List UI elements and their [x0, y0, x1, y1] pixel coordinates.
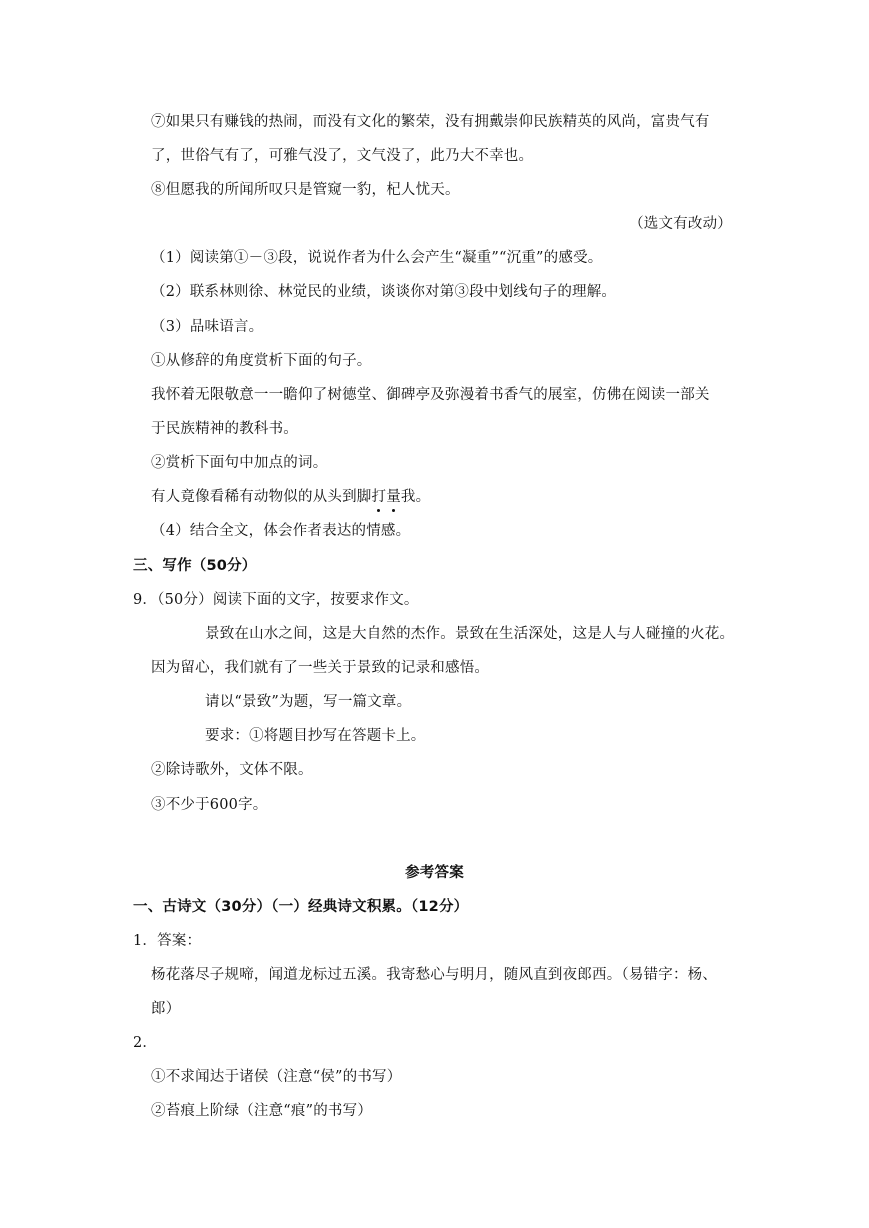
paragraph-8: ⑧但愿我的所闻所叹只是管窥一豹，杞人忧天。	[151, 182, 460, 198]
answers-title: 参考答案	[405, 865, 464, 881]
question-1: （1）阅读第①－③段，说说作者为什么会产生“凝重”“沉重”的感受。	[151, 250, 603, 266]
paragraph-7-line-2: 了，世俗气有了，可雅气没了，文气没了，此乃大不幸也。	[151, 148, 534, 164]
dotted-char-1: 打	[371, 489, 387, 505]
requirement-2: ②除诗歌外，文体不限。	[151, 762, 313, 778]
paragraph-7-line-1: ⑦如果只有赚钱的热闹，而没有文化的繁荣，没有拥戴崇仰民族精英的风尚，富贵气有	[151, 114, 710, 130]
requirement-3: ③不少于600字。	[151, 797, 268, 813]
answer-2-label: 2．	[133, 1035, 158, 1051]
answer-1-label: 1．答案：	[133, 933, 202, 949]
answer-2-item-1: ①不求闻达于诸侯（注意“侯”的书写）	[151, 1069, 402, 1085]
requirement-1: 要求：①将题目抄写在答题卡上。	[205, 728, 426, 744]
answer-1-line-2: 郎）	[151, 1001, 181, 1017]
question-3-quote-line-2: 于民族精神的教科书。	[151, 421, 298, 437]
dotted-char-2: 量	[386, 489, 401, 505]
prompt-line-1: 景致在山水之间，这是大自然的杰作。景致在生活深处，这是人与人碰撞的火花。	[205, 626, 735, 642]
writing-instruction: 请以“景致”为题，写一篇文章。	[205, 694, 412, 710]
writing-heading: 三、写作（50分）	[133, 558, 257, 574]
answer-2-item-2: ②苔痕上阶绿（注意“痕”的书写）	[151, 1103, 373, 1119]
question-9: 9．（50分）阅读下面的文字，按要求作文。	[133, 592, 419, 608]
question-4: （4）结合全文，体会作者表达的情感。	[151, 523, 411, 539]
question-3-quote-2	[151, 487, 430, 507]
question-3-quote-line-1: 我怀着无限敬意一一瞻仰了树德堂、御碑亭及弥漫着书香气的展室，仿佛在阅读一部关	[151, 387, 710, 403]
quote-2-suffix: 我。	[400, 489, 431, 505]
quote-2-prefix: 有人竟像看稀有动物似的从头到脚	[151, 489, 372, 505]
answers-section-1: 一、古诗文（30分）（一）经典诗文积累。（12分）	[133, 899, 469, 915]
answer-1-line-1: 杨花落尽子规啼，闻道龙标过五溪。我寄愁心与明月，随风直到夜郎西。（易错字：杨、	[151, 967, 718, 983]
prompt-line-2: 因为留心，我们就有了一些关于景致的记录和感悟。	[151, 660, 490, 676]
source-note: （选文有改动）	[629, 216, 732, 232]
question-3: （3）品味语言。	[151, 319, 264, 335]
question-2: （2）联系林则徐、林觉民的业绩，谈谈你对第③段中划线句子的理解。	[151, 284, 617, 300]
question-3-sub-1: ①从修辞的角度赏析下面的句子。	[151, 353, 372, 369]
question-3-sub-2: ②赏析下面句中加点的词。	[151, 455, 328, 471]
